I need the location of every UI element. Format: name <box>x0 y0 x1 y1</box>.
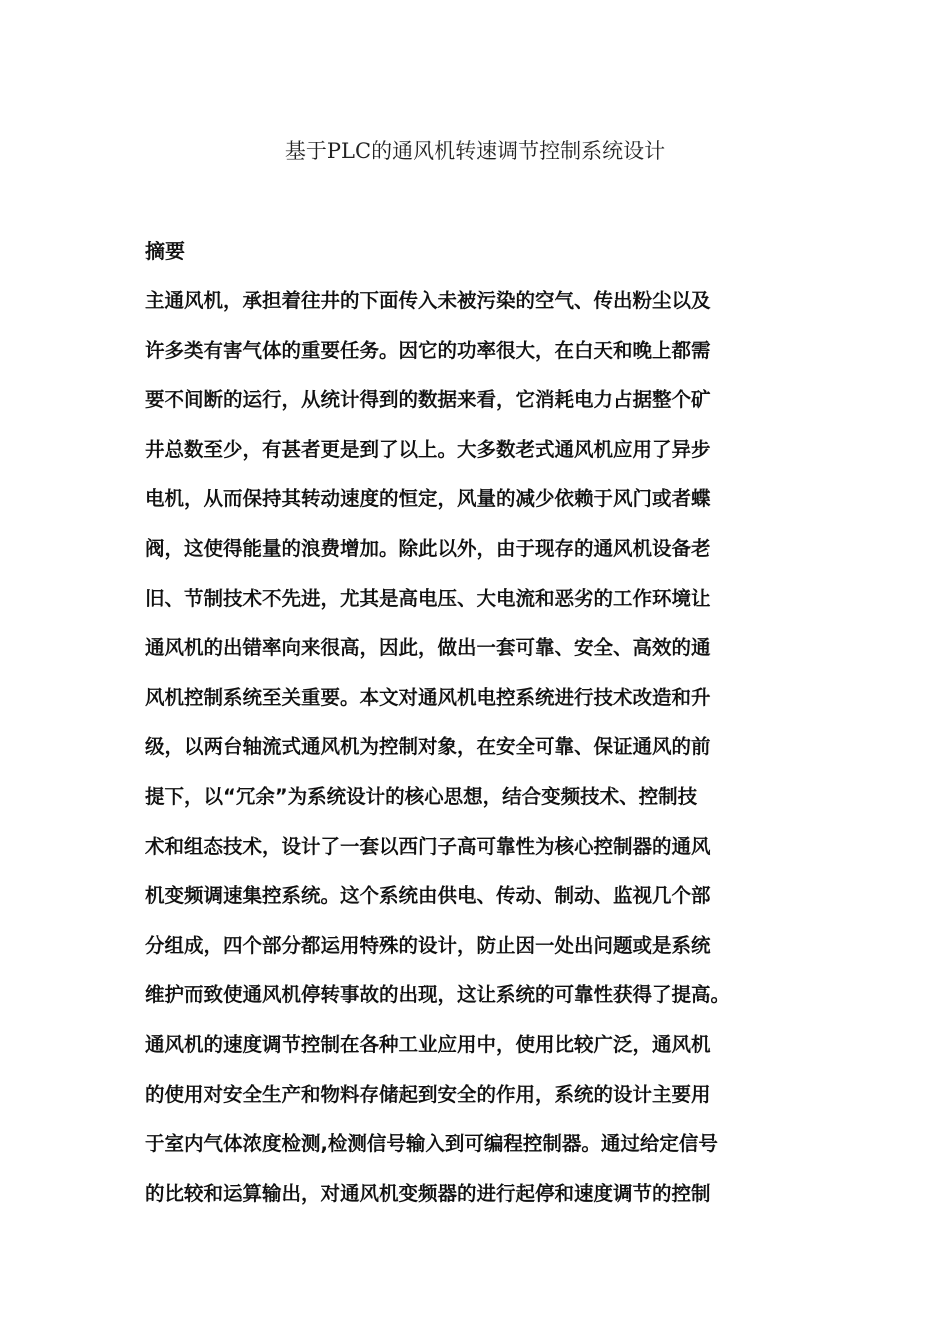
abstract-line: 通风机的出错率向来很高，因此，做出一套可靠、安全、高效的通 <box>145 636 711 660</box>
abstract-line: 的使用对安全生产和物料存储起到安全的作用，系统的设计主要用 <box>145 1082 711 1106</box>
abstract-line: 要不间断的运行，从统计得到的数据来看，它消耗电力占据整个矿 <box>145 388 711 412</box>
abstract-line: 风机控制系统至关重要。本文对通风机电控系统进行技术改造和升 <box>145 685 711 709</box>
document-title: 基于PLC的通风机转速调节控制系统设计 <box>284 139 666 163</box>
abstract-heading: 摘要 <box>145 239 185 263</box>
abstract-line: 阀，这使得能量的浪费增加。除此以外，由于现存的通风机设备老 <box>145 536 711 560</box>
abstract-line: 许多类有害气体的重要任务。因它的功率很大，在白天和晚上都需 <box>145 338 711 362</box>
abstract-line: 电机，从而保持其转动速度的恒定，风量的减少依赖于风门或者蝶 <box>145 487 711 511</box>
abstract-line: 通风机的速度调节控制在各种工业应用中，使用比较广泛，通风机 <box>145 1032 711 1056</box>
abstract-line: 井总数至少，有甚者更是到了以上。大多数老式通风机应用了异步 <box>145 437 711 461</box>
abstract-line: 主通风机，承担着往井的下面传入未被污染的空气、传出粉尘以及 <box>145 289 711 312</box>
abstract-line: 的比较和运算输出，对通风机变频器的进行起停和速度调节的控制 <box>145 1181 711 1205</box>
abstract-line: 机变频调速集控系统。这个系统由供电、传动、制动、监视几个部 <box>145 884 711 908</box>
abstract-body <box>145 285 815 1227</box>
abstract-line: 级，以两台轴流式通风机为控制对象，在安全可靠、保证通风的前 <box>145 735 711 759</box>
abstract-line: 术和组态技术，设计了一套以西门子高可靠性为核心控制器的通风 <box>145 834 711 858</box>
abstract-line: 维护而致使通风机停转事故的出现，这让系统的可靠性获得了提高。 <box>145 983 731 1007</box>
abstract-line: 提下，以“冗余”为系统设计的核心思想，结合变频技术、控制技 <box>145 784 698 808</box>
abstract-line: 分组成，四个部分都运用特殊的设计，防止因一处出问题或是系统 <box>145 933 711 957</box>
abstract-line: 旧、节制技术不先进，尤其是高电压、大电流和恶劣的工作环境让 <box>145 586 711 610</box>
abstract-line: 于室内气体浓度检测,检测信号输入到可编程控制器。通过给定信号 <box>145 1132 718 1156</box>
